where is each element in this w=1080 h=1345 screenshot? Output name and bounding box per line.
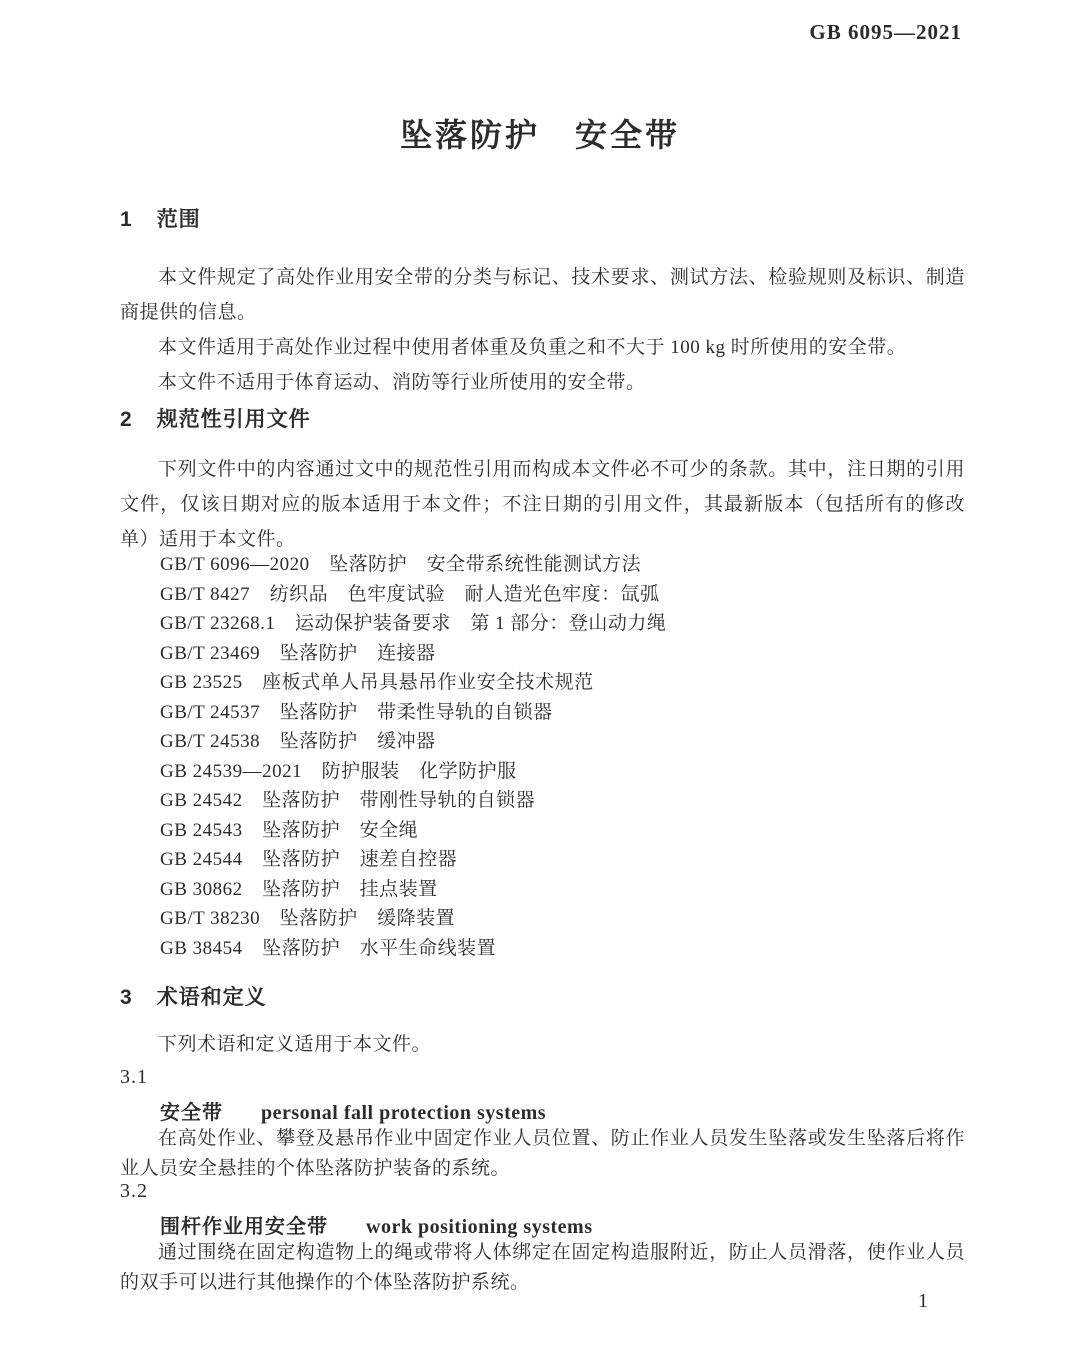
reference-item: GB 24539—2021 防护服装 化学防护服 — [160, 760, 517, 782]
reference-item: GB/T 24537 坠落防护 带柔性导轨的自锁器 — [160, 701, 553, 723]
term-en-3-1: personal fall protection systems — [261, 1102, 547, 1124]
section-3-heading — [120, 981, 965, 1011]
scope-paragraph-2: 本文件适用于高处作业过程中使用者体重及负重之和不大于 100 kg 时所使用的安全带。 — [158, 337, 907, 358]
reference-item: GB/T 24538 坠落防护 缓冲器 — [160, 731, 436, 752]
page-number: 1 — [918, 1290, 928, 1312]
term-definition-3-1: 在高处作业、攀登及悬吊作业中固定作业人员位置、防止作业人员发生坠落或发生坠落后将作业人员安全悬挂的个体坠落防护装备的系统。 — [120, 1128, 965, 1179]
term-definition-3-2: 通过围绕在固定构造物上的绳或带将人体绑定在固定构造服附近，防止人员滑落，使作业人员的双手可以进行其他操作的个体坠落防护系统。 — [120, 1242, 965, 1293]
term-definition-3-1-block — [120, 1124, 965, 1184]
reference-item: GB 24543 坠落防护 安全绳 — [160, 819, 419, 841]
term-en-3-2: work positioning systems — [366, 1216, 593, 1238]
standard-code: GB 6095—2021 — [809, 20, 962, 44]
scope-paragraph-3: 本文件不适用于体育运动、消防等行业所使用的安全带。 — [158, 372, 646, 393]
section-3-title: 术语和定义 — [156, 986, 267, 1009]
term-zh-3-1: 安全带 — [160, 1102, 223, 1124]
term-zh-3-2: 围杆作业用安全带 — [160, 1216, 328, 1238]
reference-item: GB 38454 坠落防护 水平生命线装置 — [160, 937, 497, 959]
section-2-intro — [120, 452, 965, 557]
reference-item: GB/T 23268.1 运动保护装备要求 第 1 部分：登山动力绳 — [160, 613, 667, 634]
section-1-heading — [120, 203, 965, 233]
clause-number-3-1: 3.1 — [120, 1066, 148, 1088]
clause-number-3-2: 3.2 — [120, 1180, 148, 1202]
reference-item: GB/T 23469 坠落防护 连接器 — [160, 642, 436, 664]
reference-item: GB/T 6096—2020 坠落防护 安全带系统性能测试方法 — [160, 554, 642, 575]
reference-item: GB 23525 座板式单人吊具悬吊作业安全技术规范 — [160, 672, 594, 693]
term-entry-3-2 — [120, 1210, 1005, 1239]
section-2-title: 规范性引用文件 — [156, 408, 311, 431]
scope-paragraph-1: 本文件规定了高处作业用安全带的分类与标记、技术要求、测试方法、检验规则及标识、制造商提供的信息。 — [120, 267, 965, 323]
reference-item: GB 30862 坠落防护 挂点装置 — [160, 878, 438, 900]
section-1-number: 1 — [120, 208, 133, 231]
document-title: 坠落防护 安全带 — [399, 117, 680, 153]
normative-reference-list — [160, 550, 965, 963]
section-2-heading — [120, 403, 965, 433]
reference-item: GB/T 38230 坠落防护 缓降装置 — [160, 908, 456, 929]
term-entry-3-1 — [120, 1096, 1005, 1125]
reference-item: GB/T 8427 纺织品 色牢度试验 耐人造光色牢度：氙弧 — [160, 583, 660, 605]
term-definition-3-2-block — [120, 1238, 965, 1298]
reference-item: GB 24544 坠落防护 速差自控器 — [160, 849, 458, 870]
section-3-number: 3 — [120, 986, 133, 1009]
terms-intro: 下列术语和定义适用于本文件。 — [158, 1034, 432, 1055]
section-3-intro — [120, 1030, 965, 1060]
section-1-body — [120, 260, 965, 400]
section-2-number: 2 — [120, 408, 133, 431]
section-1-title: 范围 — [156, 208, 201, 231]
normative-references-intro: 下列文件中的内容通过文中的规范性引用而构成本文件必不可少的条款。其中，注日期的引用文件，仅该日期对应的版本适用于本文件；不注日期的引用文件，其最新版本（包括所有的修改单）适用于本文件。 — [120, 459, 965, 550]
reference-item: GB 24542 坠落防护 带刚性导轨的自锁器 — [160, 790, 536, 811]
